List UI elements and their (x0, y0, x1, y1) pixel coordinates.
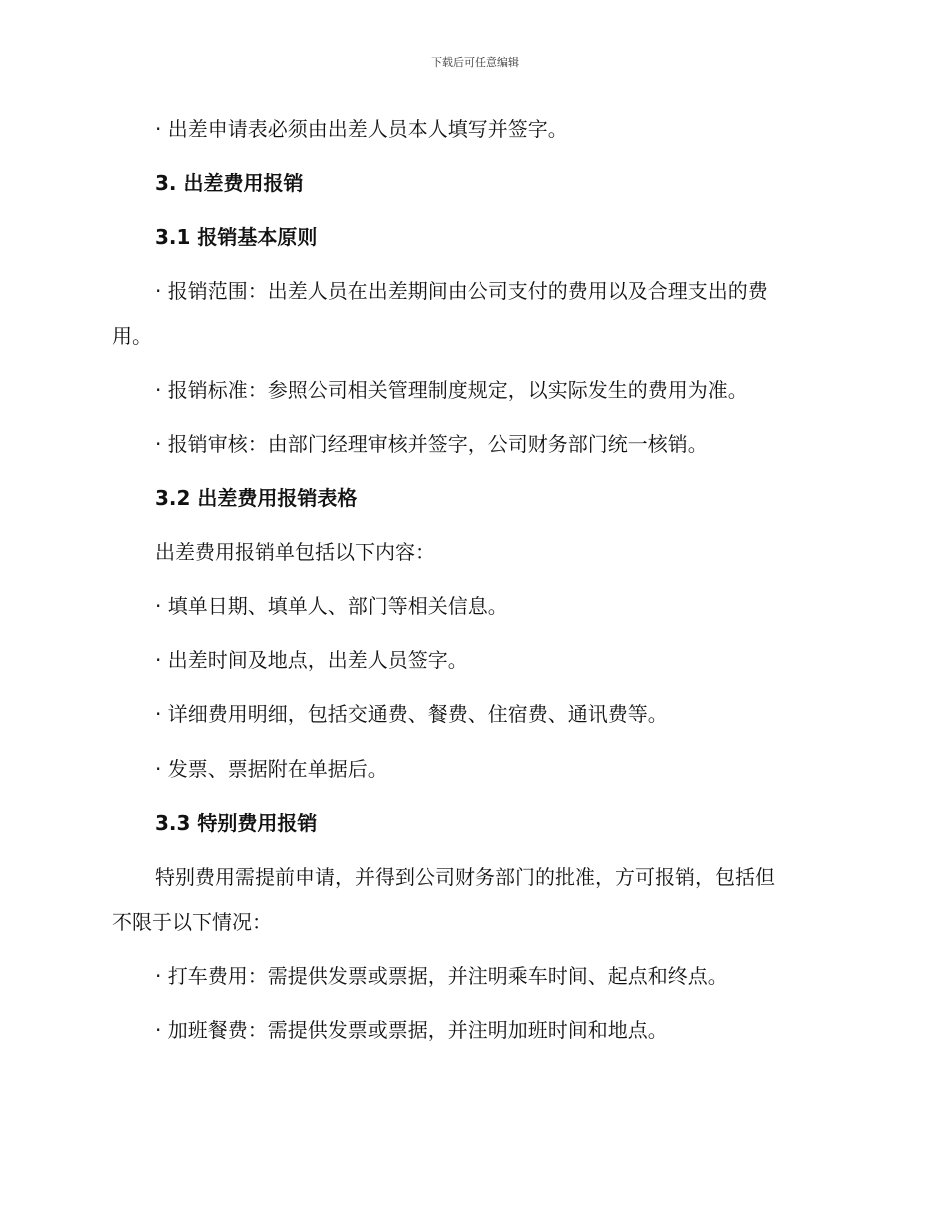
subsection-heading: 3.2 出差费用报销表格 (155, 486, 358, 510)
bullet-item: · 报销标准：参照公司相关管理制度规定，以实际发生的费用为准。 (155, 378, 748, 402)
paragraph: 特别费用需提前申请，并得到公司财务部门的批准，方可报销，包括但 (155, 865, 775, 889)
bullet-item: · 报销审核：由部门经理审核并签字，公司财务部门统一核销。 (155, 432, 708, 456)
subsection-heading: 3.1 报销基本原则 (155, 225, 318, 249)
paragraph-continuation: 用。 (112, 324, 152, 348)
bullet-item: · 出差申请表必须由出差人员本人填写并签字。 (155, 117, 568, 141)
bullet-item: · 详细费用明细，包括交通费、餐费、住宿费、通讯费等。 (155, 702, 668, 726)
paragraph: 出差费用报销单包括以下内容： (155, 540, 435, 564)
bullet-item: · 出差时间及地点，出差人员签字。 (155, 648, 468, 672)
paragraph-continuation: 不限于以下情况： (112, 910, 272, 934)
bullet-item: · 填单日期、填单人、部门等相关信息。 (155, 594, 508, 618)
bullet-item: · 打车费用：需提供发票或票据，并注明乘车时间、起点和终点。 (155, 964, 728, 988)
bullet-item: · 加班餐费：需提供发票或票据，并注明加班时间和地点。 (155, 1018, 668, 1042)
bullet-item: · 报销范围：出差人员在出差期间由公司支付的费用以及合理支出的费 (155, 279, 768, 303)
bullet-item: · 发票、票据附在单据后。 (155, 757, 388, 781)
section-heading: 3. 出差费用报销 (155, 171, 304, 195)
page-header: 下载后可任意编辑 (431, 56, 519, 69)
subsection-heading: 3.3 特别费用报销 (155, 811, 318, 835)
